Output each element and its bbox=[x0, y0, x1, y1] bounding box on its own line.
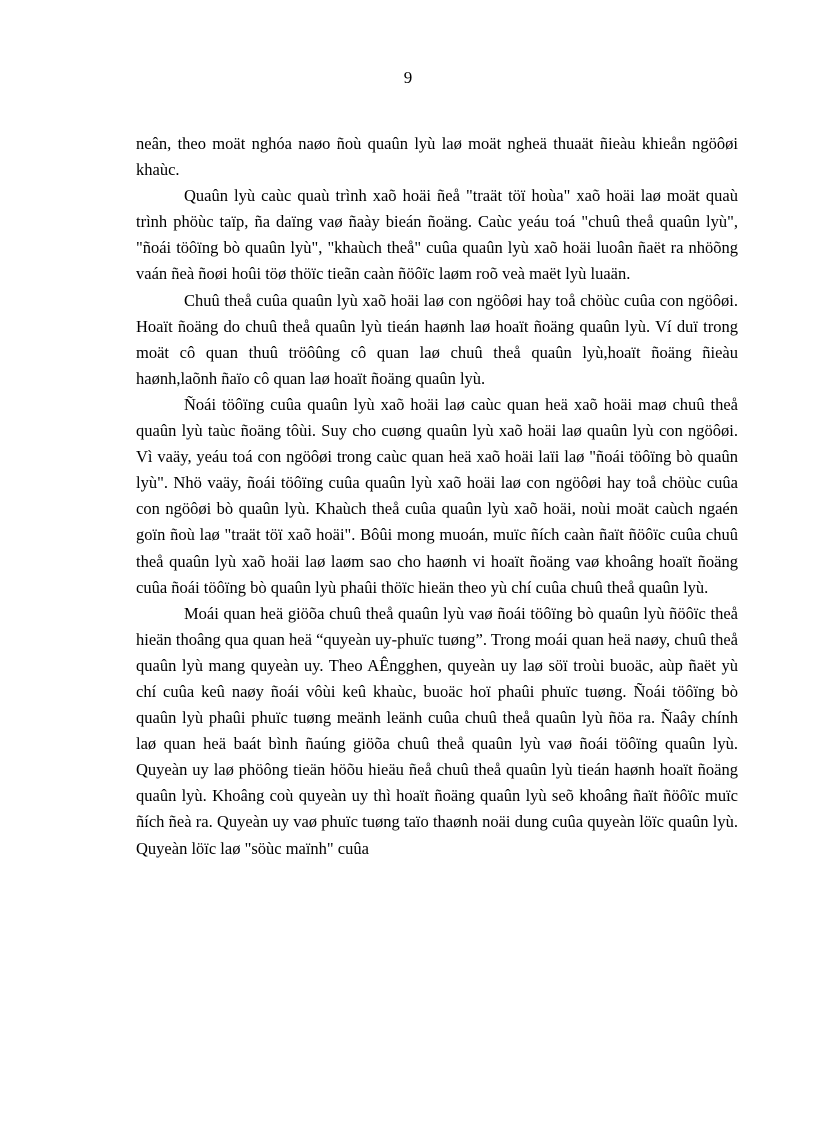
paragraph-1: neân, theo moät nghóa naøo ñoù quaûn lyù laø moät ngheä thuaät ñieàu khieån ngöôøi khaùc. bbox=[136, 134, 738, 180]
body-text bbox=[136, 131, 738, 862]
paragraph-2: Quaûn lyù caùc quaù trình xaõ hoäi ñeå "traät töï hoùa" xaõ hoäi laø moät quaù trình phöùc taïp, ña daïng vaø ñaày bieán ñoäng. Caùc yeáu toá "chuû theå quaûn lyù", "ñoái töôïng bò quaûn lyù", "khaùch theå" cuûa quaûn lyù xaõ hoäi luoân ñaët ra nhöõng vaán ñeà ñoøi hoûi töø thöïc tieãn caàn ñöôïc laøm roõ veà maët lyù luaän. bbox=[136, 186, 738, 284]
paragraph-5: Moái quan heä giöõa chuû theå quaûn lyù vaø ñoái töôïng bò quaûn lyù ñöôïc theå hieän thoâng qua quan heä “quyeàn uy-phuïc tuøng”. Trong moái quan heä naøy, chuû theå quaûn lyù mang quyeàn uy. Theo AÊngghen, quyeàn uy laø söï troùi buoäc, aùp ñaët yù chí cuûa keû naøy ñoái vôùi keû khaùc, buoäc hoï phaûi phuïc tuøng. Ñoái töôïng bò quaûn lyù phaûi phuïc tuøng meänh leänh cuûa chuû theå quaûn lyù ñöa ra. Ñaây chính laø quan heä baát bình ñaúng giöõa chuû theå quaûn lyù vaø ñoái töôïng quaûn lyù. Quyeàn uy laø phöông tieän höõu hieäu ñeå chuû theå quaûn lyù tieán haønh hoaït ñoäng quaûn lyù. Khoâng coù quyeàn uy thì hoaït ñoäng quaûn lyù seõ khoâng ñaït ñöôïc muïc ñích ñeà ra. Quyeàn uy vaø phuïc tuøng taïo thaønh noäi dung cuûa quyeàn löïc quaûn lyù. Quyeàn löïc laø "söùc maïnh" cuûa bbox=[136, 603, 738, 858]
paragraph-4: Ñoái töôïng cuûa quaûn lyù xaõ hoäi laø caùc quan heä xaõ hoäi maø chuû theå quaûn lyù taùc ñoäng tôùi. Suy cho cuøng quaûn lyù xaõ hoäi laø quaûn lyù con ngöôøi. Vì vaäy, yeáu toá con ngöôøi trong caùc quan heä xaõ hoäi laïi laø "ñoái töôïng bò quaûn lyù". Nhö vaäy, ñoái töôïng cuûa quaûn lyù xaõ hoäi laø con ngöôøi hay toå chöùc cuûa con ngöôøi bò quaûn lyù. Khaùch theå cuûa quaûn lyù xaõ hoäi, noùi moät caùch ngaén goïn ñoù laø "traät töï xaõ hoäi". Bôûi mong muoán, muïc ñích caàn ñaït ñöôïc cuûa chuû theå quaûn lyù xaõ hoäi laø laøm sao cho haønh vi hoaït ñoäng vaø khoâng hoaït ñoäng cuûa ñoái töôïng bò quaûn lyù phaûi thöïc hieän theo yù chí cuûa chuû theå quaûn lyù. bbox=[136, 394, 738, 597]
page-number: 9 bbox=[403, 68, 413, 87]
paragraph-3: Chuû theå cuûa quaûn lyù xaõ hoäi laø con ngöôøi hay toå chöùc cuûa con ngöôøi. Hoaït ñoäng do chuû theå quaûn lyù tieán haønh laø hoaït ñoäng quaûn lyù. Ví duï trong moät cô quan thuû tröôûng cô quan laø chuû theå quaûn lyù,hoaït ñoäng ñieàu haønh,laõnh ñaïo cô quan laø hoaït ñoäng quaûn lyù. bbox=[136, 290, 738, 388]
